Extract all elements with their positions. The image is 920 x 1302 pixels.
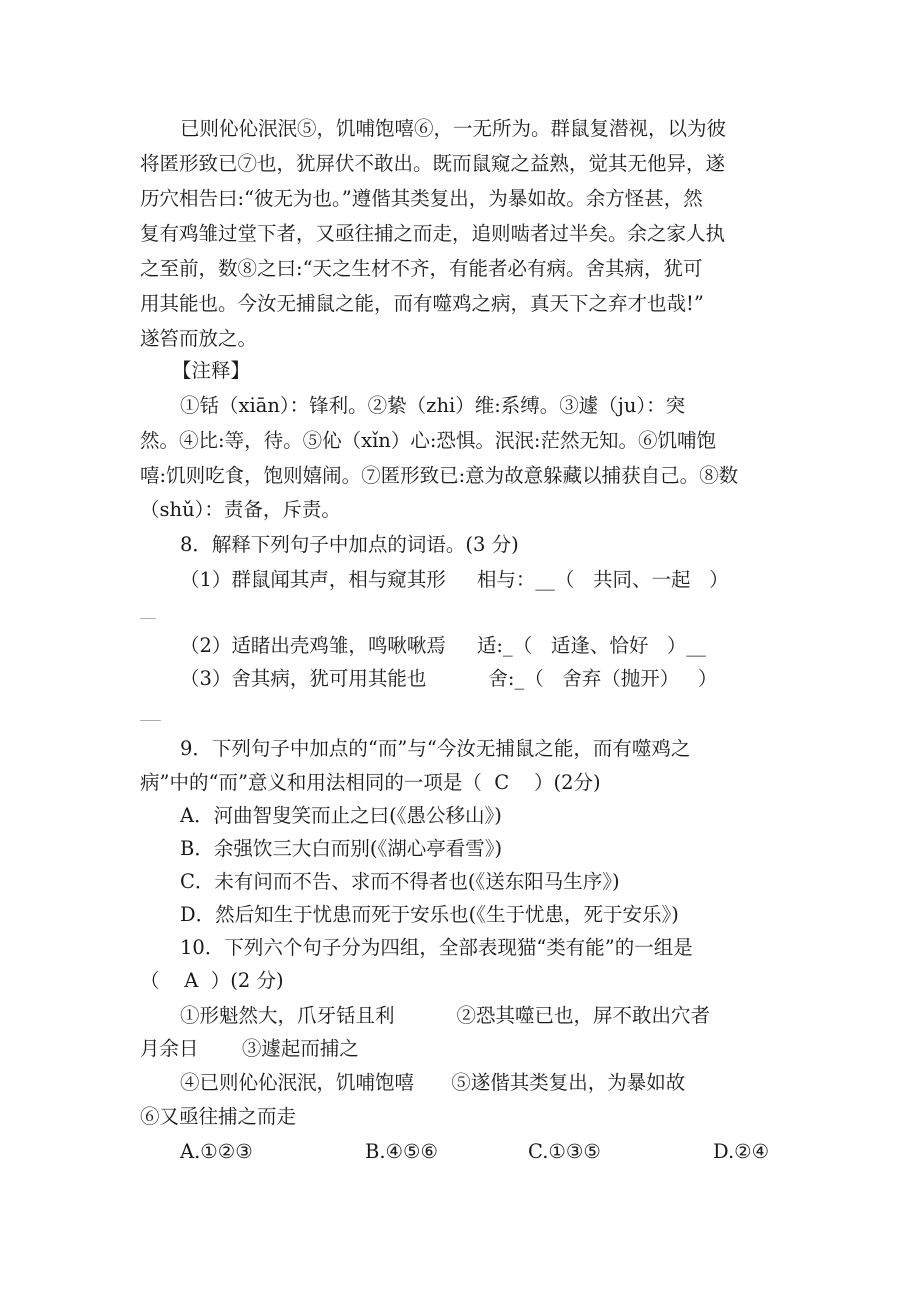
question-9-option-d: D．然后知生于忧患而死于安乐也(《生于忧患，死于安乐》)	[180, 903, 679, 926]
note-line: （shǔ）：责备，斥责。	[140, 498, 341, 521]
question-8-item-1: （1）群鼠闻其声，相与窥其形 相与：__（ 共同、一起 ）	[180, 568, 729, 591]
passage-line: 历穴相告曰:“彼无为也。”遵偕其类复出，为暴如故。余方怪甚，然	[140, 187, 703, 210]
question-10-line: 月余日 ③遽起而捕之	[140, 1037, 359, 1060]
passage-line: 用其能也。今汝无捕鼠之能，而有噬鸡之病，真天下之弃才也哉!”	[140, 292, 704, 315]
passage-line: 已则伈伈泯泯⑤，饥哺饱嘻⑥，一无所为。群鼠复潜视，以为彼	[180, 117, 727, 140]
question-9-option-c: C．未有问而不告、求而不得者也(《送东阳马生序》)	[180, 870, 620, 893]
question-9-stem: 9．下列句子中加点的“而”与“今汝无捕鼠之能，而有噬鸡之	[180, 737, 691, 760]
question-8-item-2: （2）适睹出壳鸡雏，鸣啾啾焉 适:_（ 适逢、恰好 ）__	[180, 634, 706, 657]
question-10-line: ⑥又亟往捕之而走	[140, 1105, 297, 1128]
passage-line: 遂笞而放之。	[140, 327, 258, 350]
passage-line: 将匿形致已⑦也，犹屏伏不敢出。既而鼠窥之益熟，觉其无他异，遂	[140, 152, 726, 175]
question-10-line: ④已则伈伈泯泯，饥哺饱嘻 ⑤遂偕其类复出，为暴如故	[180, 1071, 686, 1094]
question-9-stem-cont: 病”中的“而”意义和用法相同的一项是（ C ）(2分)	[140, 771, 601, 794]
question-8-stem: 8．解释下列句子中加点的词语。(3 分)	[180, 533, 519, 556]
answer-blank: ____	[140, 707, 160, 721]
question-10-choice-d: D.②④	[713, 1140, 770, 1163]
note-line: 嘻:饥则吃食，饱则嬉闹。⑦匿形致已:意为故意躲藏以捕获自己。⑧数	[140, 464, 739, 487]
question-10-choice-b: B.④⑤⑥	[365, 1140, 438, 1163]
question-10-line: ①形魁然大，爪牙铦且利 ②恐其噬已也，屏不敢出穴者	[180, 1004, 710, 1027]
notes-heading: 【注释】	[172, 359, 251, 382]
answer-blank: ___	[140, 605, 155, 619]
question-10-stem-cont: （ A ）(2 分)	[140, 969, 284, 992]
passage-line: 复有鸡雏过堂下者，又亟往捕之而走，追则啮者过半矣。余之家人执	[140, 222, 726, 245]
question-10-stem: 10．下列六个句子分为四组，全部表现猫“类有能”的一组是	[180, 936, 693, 959]
question-8-item-3: （3）舍其病，犹可用其能也 舍:_（ 舍弃（抛开） ）	[180, 667, 718, 690]
question-10-choice-c: C.①③⑤	[528, 1140, 601, 1163]
note-line: 然。④比:等，待。⑤伈（xǐn）心:恐惧。泯泯:茫然无知。⑥饥哺饱	[140, 429, 717, 452]
question-9-option-a: A．河曲智叟笑而止之曰(《愚公移山》)	[180, 804, 502, 827]
passage-line: 之至前，数⑧之曰:“天之生材不齐，有能者必有病。舍其病，犹可	[140, 257, 703, 280]
note-line: ①铦（xiān）：锋利。②絷（zhi）维:系缚。③遽（ju）：突	[180, 394, 686, 417]
question-9-option-b: B．余强饮三大白而别(《湖心亭看雪》)	[180, 837, 503, 860]
question-10-choice-a: A.①②③	[180, 1140, 253, 1163]
